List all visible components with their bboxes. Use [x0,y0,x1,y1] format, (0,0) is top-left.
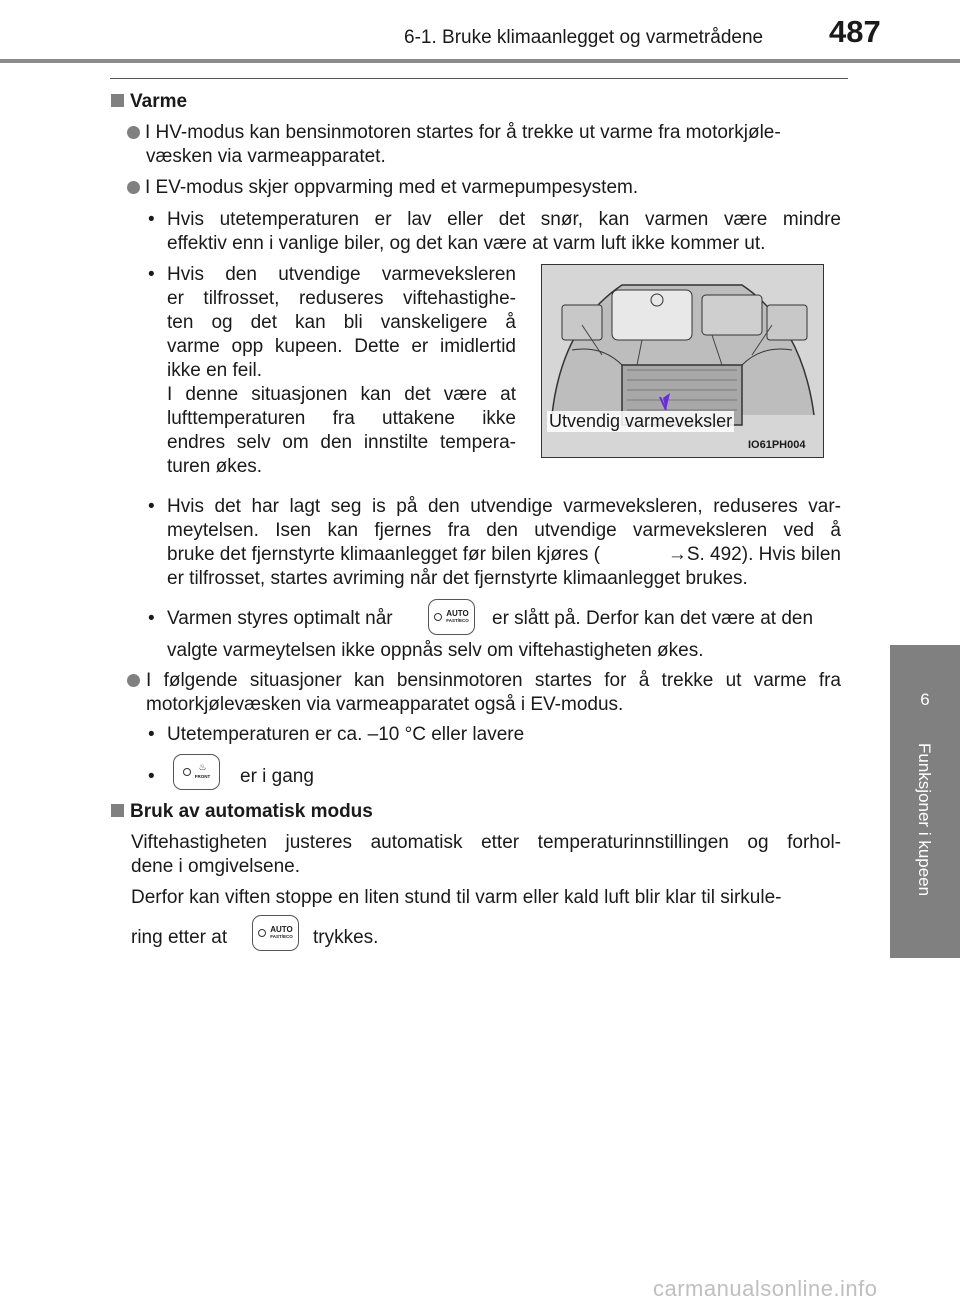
bullet-char: • [148,766,155,787]
text-line: er tilfrosset, reduseres viftehastighe- [167,288,516,309]
list-item: I HV-modus kan bensinmotoren startes for å trekke ut varme fra motorkjøle- [127,119,781,147]
square-bullet-icon [111,804,124,817]
indicator-led-icon [258,929,266,937]
circle-bullet-icon [127,674,140,687]
text-line: valgte varmeytelsen ikke oppnås selv om viftehastigheten økes. [167,640,704,661]
indicator-led-icon [434,613,442,621]
text-line: turen økes. [167,456,263,477]
text-line: bruke det fjernstyrte klimaanlegget før bilen kjøres ( → S. 492). Hvis bilen [167,541,841,569]
header-rule [0,59,960,63]
text-line: varme opp kupeen. Dette er imidlertid [167,336,516,357]
bullet-char: • [148,264,155,285]
text-line: dene i omgivelsene. [131,856,300,877]
auto-button-icon: AUTO FAST/ECO [428,599,475,635]
defroster-icon: ♨ [198,762,207,772]
auto-button-icon: AUTO FAST/ECO [252,915,299,951]
square-bullet-icon [111,94,124,107]
figure-caption: Utvendig varmeveksler [549,411,733,431]
bullet-char: • [148,496,155,517]
text-line: trykkes. [313,927,379,948]
text-line: er slått på. Derfor kan det være at den [492,608,814,629]
watermark: carmanualsonline.info [653,1276,878,1301]
text-line: effektiv enn i vanlige biler, og det kan være at varm luft ikke kommer ut. [167,233,766,254]
content-rule [110,78,848,79]
text-line: I følgende situasjoner kan bensinmotoren startes for å trekke ut varme fra [146,670,841,691]
indicator-led-icon [183,768,191,776]
circle-bullet-icon [127,181,140,194]
text-line: lufttemperaturen fra uttakene ikke [167,408,516,429]
text-line: Derfor kan viften stoppe en liten stund til varm eller kald luft blir klar til sirkule- [131,887,782,908]
text-line: I denne situasjonen kan det være at [167,384,516,405]
text-line: endres selv om den innstilte tempera- [167,432,516,453]
figure-code: IO61PH004 [748,439,806,451]
text-line: ikke en feil. [167,360,263,381]
chapter-title: Funksjoner i kupeen [915,743,934,897]
list-item: I EV-modus skjer oppvarming med et varmepumpesystem. [127,174,638,202]
text-line: Varmen styres optimalt når [167,608,393,629]
list-item [127,667,145,695]
text-line: Hvis utetemperaturen er lav eller det snør, kan varmen være mindre [167,209,841,230]
text-line: er i gang [240,766,314,787]
bullet-char: • [148,209,155,230]
text-line: Viftehastigheten justeres automatisk etter temperaturinnstillingen og forhol- [131,832,841,853]
text-line: meytelsen. Isen kan fjernes fra den utvendige varmeveksleren ved å [167,520,841,541]
page-number: 487 [829,14,881,49]
front-defroster-button-icon: ♨ FRONT [173,754,220,790]
circle-bullet-icon [127,126,140,139]
bullet-char: • [148,608,155,629]
heading-varme: Varme [111,88,187,116]
bullet-char: • [148,724,155,745]
text-line: motorkjølevæsken via varmeapparatet også i EV-modus. [146,694,624,715]
page-reference-link[interactable]: S. 492). Hvis bilen [686,544,841,565]
chapter-number: 6 [920,690,930,709]
heading-auto-mode: Bruk av automatisk modus [111,798,373,826]
text-line: ten og det kan bli vanskeligere å [167,312,516,333]
section-title: 6-1. Bruke klimaanlegget og varmetrådene [404,27,764,48]
text-line: ring etter at [131,927,228,948]
arrow-icon: → [667,544,687,565]
text-line: Hvis det har lagt seg is på den utvendige varmeveksleren, reduseres var- [167,496,841,517]
text-line: er tilfrosset, startes avriming når det fjernstyrte klimaanlegget brukes. [167,568,748,589]
text-line: Utetemperaturen er ca. –10 °C eller lavere [167,724,525,745]
text-line: væsken via varmeapparatet. [146,146,386,167]
text-line: Hvis den utvendige varmeveksleren [167,264,516,285]
